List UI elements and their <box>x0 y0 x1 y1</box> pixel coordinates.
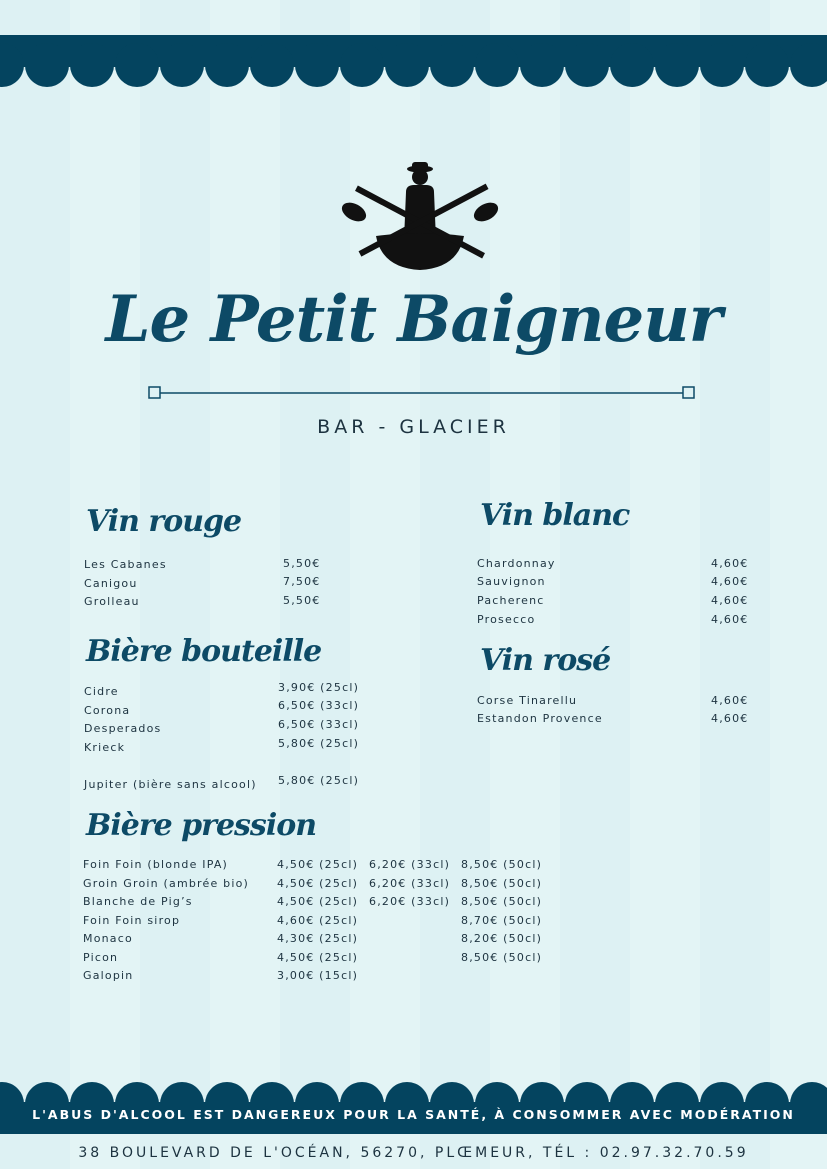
page-title: Le Petit Baigneur <box>105 282 722 357</box>
title-divider <box>148 385 695 399</box>
kayaker-icon <box>340 160 500 272</box>
menu-item-price: 5,80€ (25cl) <box>278 737 360 750</box>
section-title-biere-pression: Bière pression <box>86 808 317 843</box>
menu-item-name: Chardonnay <box>477 557 556 570</box>
menu-item-price: 4,60€ <box>711 575 749 588</box>
menu-item-price: 4,60€ <box>711 557 749 570</box>
menu-item-price-50cl: 8,50€ (50cl) <box>461 895 543 908</box>
menu-item-price: 4,60€ <box>711 712 749 725</box>
menu-item-price: 4,60€ <box>711 694 749 707</box>
menu-item-name: Estandon Provence <box>477 712 603 725</box>
menu-item-price: 7,50€ <box>283 575 321 588</box>
menu-item-price: 6,50€ (33cl) <box>278 699 360 712</box>
menu-item-price: 3,90€ (25cl) <box>278 681 360 694</box>
menu-item-price-25cl: 4,30€ (25cl) <box>277 932 359 945</box>
menu-item-price: 4,60€ <box>711 594 749 607</box>
section-title-biere-bouteille: Bière bouteille <box>86 634 322 669</box>
menu-item-name: Corona <box>84 704 131 717</box>
menu-item-price-50cl: 8,50€ (50cl) <box>461 951 543 964</box>
page-subtitle: BAR - GLACIER <box>317 416 510 438</box>
top-scallop-band <box>0 35 827 87</box>
menu-item-name: Foin Foin sirop <box>83 914 181 927</box>
menu-item-price: 5,80€ (25cl) <box>278 774 360 787</box>
alcohol-warning: L'ABUS D'ALCOOL EST DANGEREUX POUR LA SANTÉ, À CONSOMMER AVEC MODÉRATION <box>32 1107 795 1122</box>
menu-item-name: Krieck <box>84 741 126 754</box>
menu-item-name: Groin Groin (ambrée bio) <box>83 877 250 890</box>
menu-item-price-25cl: 4,50€ (25cl) <box>277 895 359 908</box>
menu-item-price-50cl: 8,50€ (50cl) <box>461 858 543 871</box>
section-title-vin-rose: Vin rosé <box>480 643 611 678</box>
menu-item-name: Picon <box>83 951 119 964</box>
menu-item-name: Canigou <box>84 577 138 590</box>
menu-item-name: Foin Foin (blonde IPA) <box>83 858 229 871</box>
menu-item-price: 5,50€ <box>283 594 321 607</box>
menu-item-name: Grolleau <box>84 595 140 608</box>
menu-item-name: Galopin <box>83 969 134 982</box>
section-title-vin-rouge: Vin rouge <box>86 504 242 539</box>
menu-item-price-25cl: 4,50€ (25cl) <box>277 951 359 964</box>
menu-item-price-33cl: 6,20€ (33cl) <box>369 877 451 890</box>
menu-item-name: Desperados <box>84 722 162 735</box>
menu-item-price-25cl: 4,50€ (25cl) <box>277 858 359 871</box>
menu-item-price-50cl: 8,70€ (50cl) <box>461 914 543 927</box>
menu-item-price-25cl: 4,60€ (25cl) <box>277 914 359 927</box>
menu-item-price: 4,60€ <box>711 613 749 626</box>
menu-item-name: Blanche de Pig’s <box>83 895 193 908</box>
menu-item-price: 6,50€ (33cl) <box>278 718 360 731</box>
section-title-vin-blanc: Vin blanc <box>480 498 630 533</box>
menu-item-price-15cl: 3,00€ (15cl) <box>277 969 359 982</box>
menu-item-price-50cl: 8,20€ (50cl) <box>461 932 543 945</box>
menu-item-name: Jupiter (bière sans alcool) <box>84 778 257 791</box>
footer-address: 38 BOULEVARD DE L'OCÉAN, 56270, PLŒMEUR, TÉL : 02.97.32.70.59 <box>78 1145 749 1161</box>
menu-item-name: Corse Tinarellu <box>477 694 578 707</box>
menu-item-name: Les Cabanes <box>84 558 167 571</box>
menu-item-price-50cl: 8,50€ (50cl) <box>461 877 543 890</box>
menu-item-name: Sauvignon <box>477 575 546 588</box>
menu-item-name: Pacherenc <box>477 594 545 607</box>
menu-item-price-33cl: 6,20€ (33cl) <box>369 858 451 871</box>
menu-item-name: Prosecco <box>477 613 536 626</box>
menu-item-name: Cidre <box>84 685 119 698</box>
menu-item-price: 5,50€ <box>283 557 321 570</box>
menu-item-price-25cl: 4,50€ (25cl) <box>277 877 359 890</box>
menu-item-name: Monaco <box>83 932 133 945</box>
menu-item-price-33cl: 6,20€ (33cl) <box>369 895 451 908</box>
